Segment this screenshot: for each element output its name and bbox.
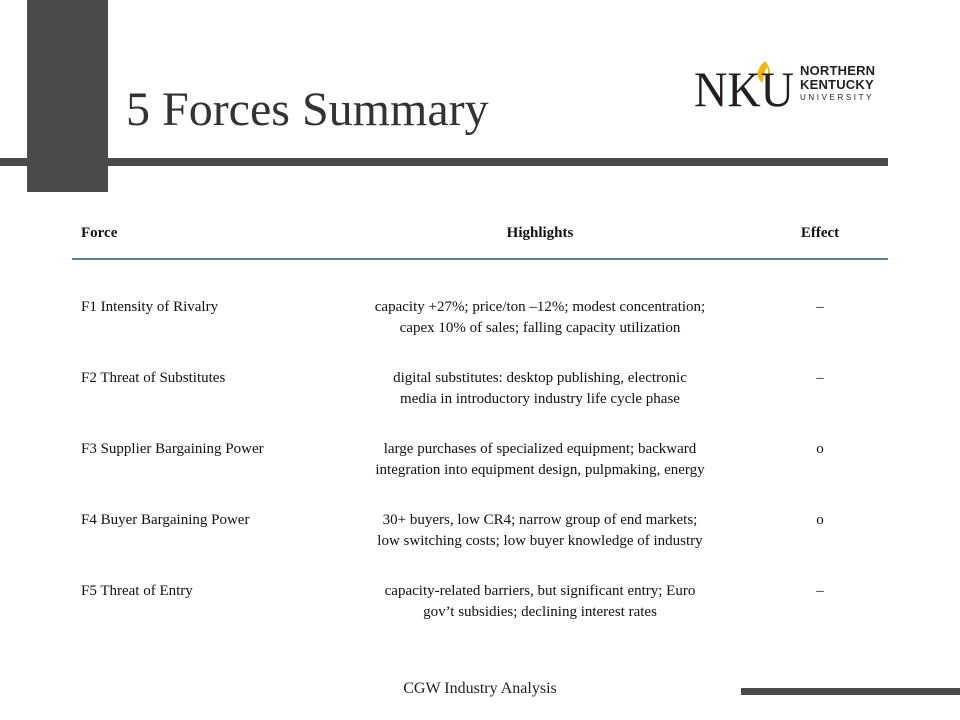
effect-cell: – xyxy=(816,583,824,599)
table-row xyxy=(72,368,888,439)
highlights-line: capex 10% of sales; falling capacity utilization xyxy=(399,320,681,336)
highlights-line: media in introductory industry life cycle phase xyxy=(400,391,680,407)
force-cell: F2 Threat of Substitutes xyxy=(81,370,226,386)
effect-cell: – xyxy=(816,370,824,386)
header-force: Force xyxy=(81,225,118,241)
logo-line-3: UNIVERSITY xyxy=(800,93,875,102)
logo-wordmark xyxy=(800,64,875,102)
force-cell: F1 Intensity of Rivalry xyxy=(81,299,219,315)
highlights-line: gov’t subsidies; declining interest rates xyxy=(423,604,657,620)
logo-mark-text: NKU xyxy=(694,61,794,110)
header-highlights: Highlights xyxy=(506,225,574,241)
footer-accent-bar xyxy=(741,688,960,695)
effect-cell: o xyxy=(816,441,824,457)
highlights-line: integration into equipment design, pulpmaking, energy xyxy=(375,462,705,478)
nku-logo xyxy=(693,58,908,110)
table-row xyxy=(72,439,888,510)
highlights-cell xyxy=(328,581,752,652)
effect-cell: – xyxy=(816,299,824,315)
header-effect: Effect xyxy=(800,225,840,241)
title-underline-bar xyxy=(0,158,888,166)
highlights-line: capacity-related barriers, but significant entry; Euro xyxy=(384,583,696,599)
logo-line-2: KENTUCKY xyxy=(800,77,874,92)
force-cell: F4 Buyer Bargaining Power xyxy=(81,512,250,528)
highlights-line: 30+ buyers, low CR4; narrow group of end markets; xyxy=(382,512,698,528)
highlights-line: capacity +27%; price/ton –12%; modest concentration; xyxy=(374,299,706,315)
slide-title: 5 Forces Summary xyxy=(126,83,489,136)
logo-line-1: NORTHERN xyxy=(800,63,876,78)
highlights-cell xyxy=(328,439,752,510)
slide-footer: CGW Industry Analysis xyxy=(403,680,557,697)
force-cell: F3 Supplier Bargaining Power xyxy=(81,441,264,457)
table-row xyxy=(72,581,888,652)
highlights-cell xyxy=(328,297,752,368)
highlights-cell xyxy=(328,368,752,439)
table-header-row xyxy=(72,220,888,260)
highlights-line: low switching costs; low buyer knowledge of industry xyxy=(377,533,703,549)
effect-cell: o xyxy=(816,512,824,528)
highlights-line: digital substitutes: desktop publishing, electronic xyxy=(393,370,687,386)
nku-logo-mark xyxy=(693,58,797,110)
table-row xyxy=(72,510,888,581)
five-forces-table xyxy=(72,220,888,652)
highlights-line: large purchases of specialized equipment; backward xyxy=(383,441,697,457)
force-cell: F5 Threat of Entry xyxy=(81,583,193,599)
highlights-cell xyxy=(328,510,752,581)
table-row xyxy=(72,297,888,368)
table-body xyxy=(72,260,888,652)
